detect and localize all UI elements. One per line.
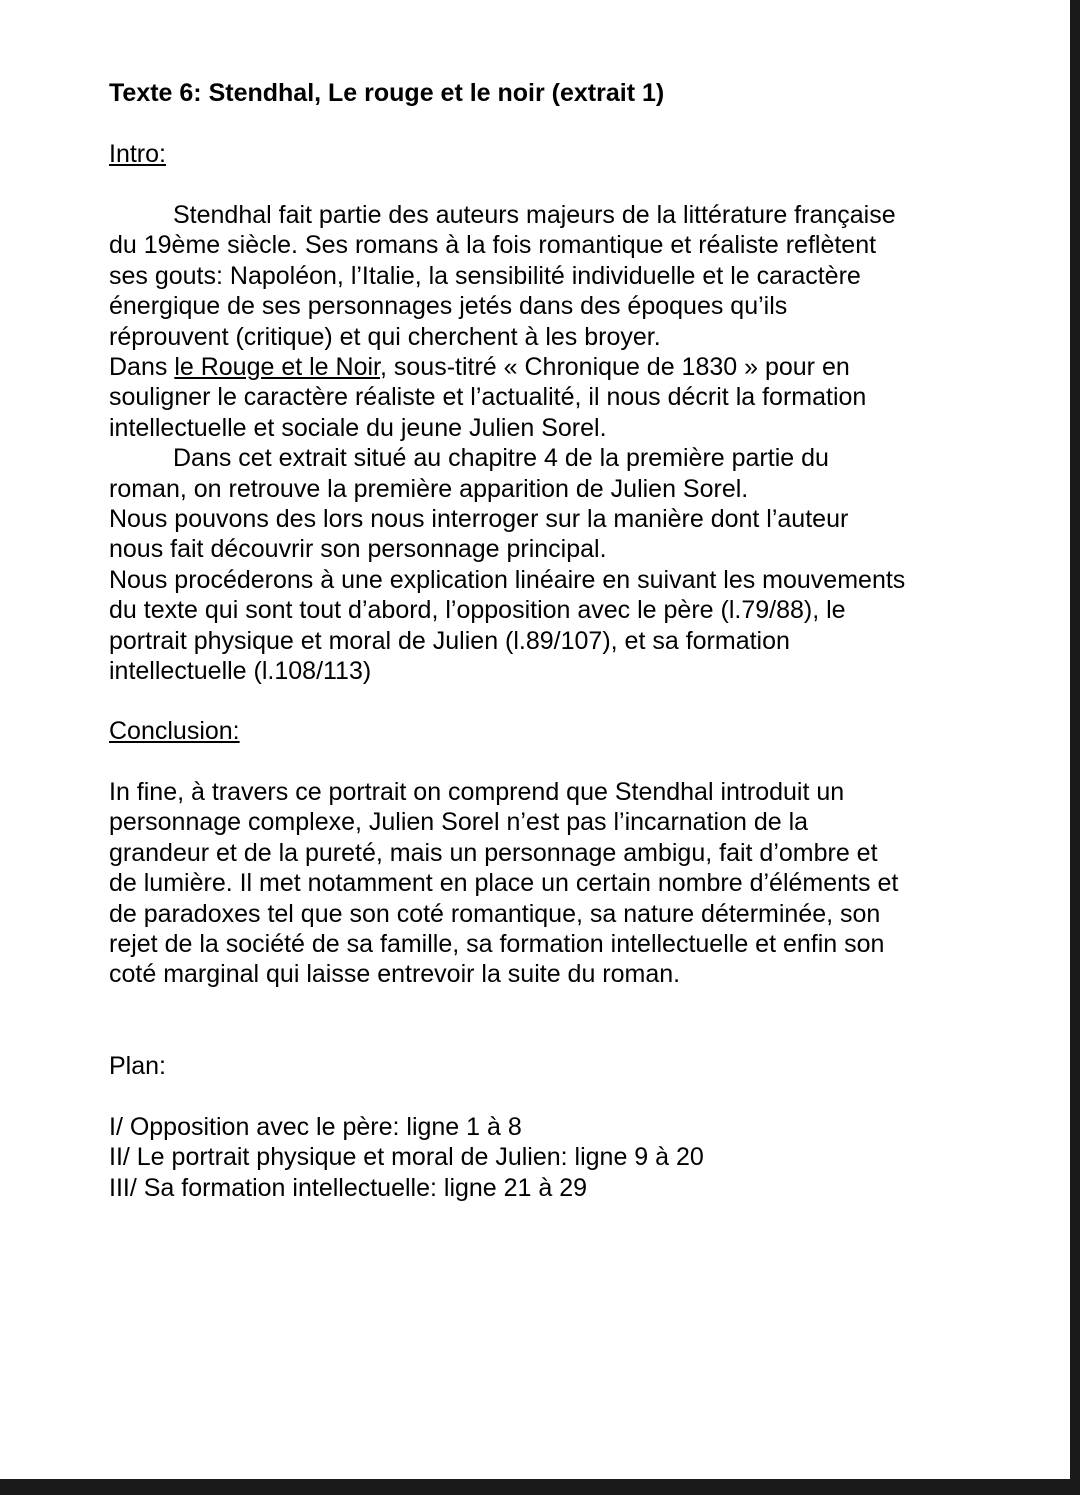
text-line: de paradoxes tel que son coté romantique, sa nature déterminée, son (109, 899, 881, 928)
text-line: roman, on retrouve la première apparition de Julien Sorel. (109, 474, 749, 503)
text-line: du 19ème siècle. Ses romans à la fois romantique et réaliste reflètent (109, 231, 877, 260)
text-line: Dans cet extrait situé au chapitre 4 de la première partie du (173, 444, 829, 473)
plan-list (109, 1112, 704, 1203)
text-line: In fine, à travers ce portrait on comprend que Stendhal introduit un (109, 778, 845, 806)
text-line: Dans le Rouge et le Noir, sous-titré « Chronique de 1830 » pour en (109, 353, 850, 382)
text-line: portrait physique et moral de Julien (l.89/107), et sa formation (109, 626, 790, 655)
text-line: souligner le caractère réaliste et l’actualité, il nous décrit la formation (109, 383, 867, 412)
document-title: Texte 6: Stendhal, Le rouge et le noir (extrait 1) (109, 79, 665, 107)
conclusion-paragraph (109, 777, 898, 990)
plan-item: I/ Opposition avec le père: ligne 1 à 8 (109, 1113, 522, 1141)
text-line: nous fait découvrir son personnage principal. (109, 535, 607, 564)
text-line: énergique de ses personnages jetés dans des époques qu’ils (109, 292, 788, 321)
text-line: ses gouts: Napoléon, l’Italie, la sensibilité individuelle et le caractère (109, 261, 861, 290)
plan-item: III/ Sa formation intellectuelle: ligne 21 à 29 (109, 1173, 588, 1202)
text-line: intellectuelle et sociale du jeune Julien Sorel. (109, 413, 607, 442)
intro-heading: Intro: (109, 140, 166, 168)
book-title: le Rouge et le Noir (174, 353, 380, 382)
conclusion-heading: Conclusion: (109, 717, 240, 745)
text-line: réprouvent (critique) et qui cherchent à les broyer. (109, 322, 661, 351)
plan-heading: Plan: (109, 1052, 166, 1080)
plan-item: II/ Le portrait physique et moral de Julien: ligne 9 à 20 (109, 1143, 704, 1172)
text-line: Stendhal fait partie des auteurs majeurs de la littérature française (173, 201, 896, 229)
text-line: Nous pouvons des lors nous interroger sur la manière dont l’auteur (109, 505, 849, 534)
text-line: Nous procéderons à une explication linéaire en suivant les mouvements (109, 565, 906, 594)
text-line: personnage complexe, Julien Sorel n’est pas l’incarnation de la (109, 808, 809, 837)
text-line: rejet de la société de sa famille, sa formation intellectuelle et enfin son (109, 930, 885, 959)
text-line: de lumière. Il met notamment en place un certain nombre d’éléments et (109, 869, 899, 898)
text-line: intellectuelle (l.108/113) (109, 657, 372, 686)
text-line: grandeur et de la pureté, mais un personnage ambigu, fait d’ombre et (109, 838, 878, 867)
text-line: du texte qui sont tout d’abord, l’opposition avec le père (l.79/88), le (109, 596, 846, 625)
intro-paragraph-1 (109, 200, 905, 687)
text-line: coté marginal qui laisse entrevoir la suite du roman. (109, 960, 681, 989)
